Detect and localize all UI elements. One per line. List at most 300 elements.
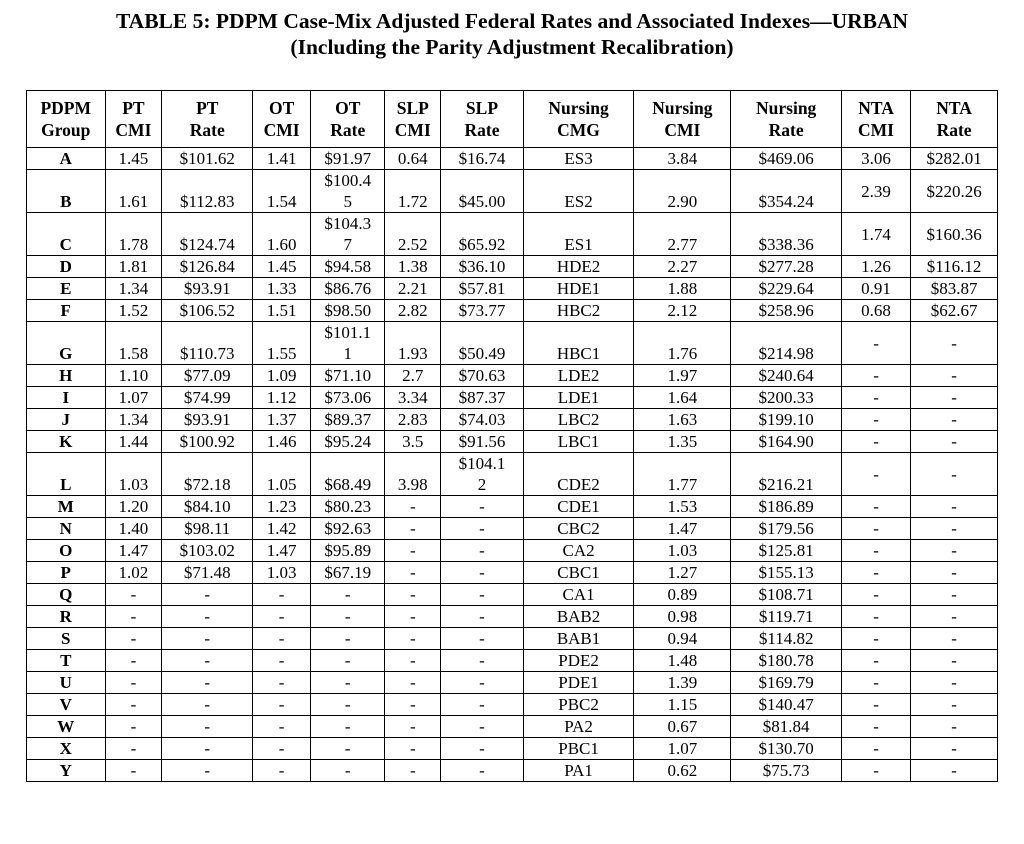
cell-pt-rate: $74.99 bbox=[162, 387, 253, 409]
header-line: NTA bbox=[936, 98, 972, 118]
cell-ot-cmi: 1.09 bbox=[253, 365, 311, 387]
cell-slp-rate bbox=[441, 387, 524, 409]
cell-pt-rate: $112.83 bbox=[162, 170, 253, 213]
cell-nta-cmi: 3.06 bbox=[841, 148, 910, 170]
cell-pt-cmi: - bbox=[105, 606, 162, 628]
cell-nursing-rate: $186.89 bbox=[731, 496, 842, 518]
header-pdpm-group bbox=[27, 91, 106, 148]
cell-pt-cmi: - bbox=[105, 716, 162, 738]
header-slp-rate bbox=[441, 91, 524, 148]
header-line: Rate bbox=[768, 120, 804, 140]
cell-group: P bbox=[27, 562, 106, 584]
cell-line: $73.06 bbox=[324, 388, 372, 407]
cell-line: - bbox=[479, 629, 485, 648]
cell-line: - bbox=[479, 497, 485, 516]
cell-ot-cmi: - bbox=[253, 650, 311, 672]
table-title bbox=[0, 8, 1024, 60]
cell-nursing-rate: $277.28 bbox=[731, 256, 842, 278]
cell-nursing-cmg: CDE1 bbox=[523, 496, 634, 518]
cell-slp-cmi: 2.52 bbox=[385, 213, 441, 256]
cell-ot-cmi: 1.55 bbox=[253, 322, 311, 365]
cell-nursing-cmg: LBC1 bbox=[523, 431, 634, 453]
header-pt-cmi bbox=[105, 91, 162, 148]
cell-line: - bbox=[479, 541, 485, 560]
cell-line: - bbox=[344, 651, 351, 670]
cell-nursing-cmg: PBC2 bbox=[523, 694, 634, 716]
cell-nta-rate: - bbox=[911, 628, 998, 650]
cell-pt-cmi: - bbox=[105, 738, 162, 760]
cell-group: M bbox=[27, 496, 106, 518]
cell-slp-cmi: - bbox=[385, 716, 441, 738]
cell-ot-rate bbox=[311, 760, 385, 782]
cell-pt-cmi: - bbox=[105, 760, 162, 782]
table-row bbox=[27, 584, 998, 606]
cell-pt-rate: $72.18 bbox=[162, 453, 253, 496]
cell-group: S bbox=[27, 628, 106, 650]
cell-pt-cmi: 1.61 bbox=[105, 170, 162, 213]
cell-line: - bbox=[479, 673, 485, 692]
cell-nursing-cmg: BAB2 bbox=[523, 606, 634, 628]
cell-line: 1 bbox=[343, 344, 352, 363]
cell-pt-cmi: 1.07 bbox=[105, 387, 162, 409]
cell-line: $65.92 bbox=[458, 235, 506, 254]
cell-ot-cmi: 1.42 bbox=[253, 518, 311, 540]
cell-nursing-cmi: 1.76 bbox=[634, 322, 731, 365]
cell-slp-rate bbox=[441, 322, 524, 365]
cell-nursing-cmi: 1.15 bbox=[634, 694, 731, 716]
cell-pt-rate: $110.73 bbox=[162, 322, 253, 365]
header-nta-rate bbox=[911, 91, 998, 148]
cell-pt-cmi: 1.47 bbox=[105, 540, 162, 562]
header-line: Group bbox=[41, 120, 91, 140]
cell-ot-rate bbox=[311, 716, 385, 738]
cell-group: V bbox=[27, 694, 106, 716]
cell-nursing-rate: $155.13 bbox=[731, 562, 842, 584]
cell-ot-rate bbox=[311, 540, 385, 562]
cell-line: - bbox=[344, 739, 351, 758]
table-row bbox=[27, 562, 998, 584]
cell-nursing-cmi: 3.84 bbox=[634, 148, 731, 170]
cell-line: $104.1 bbox=[458, 454, 506, 473]
cell-nursing-cmi: 2.77 bbox=[634, 213, 731, 256]
cell-nursing-rate: $214.98 bbox=[731, 322, 842, 365]
cell-nursing-cmi: 1.03 bbox=[634, 540, 731, 562]
cell-pt-rate: - bbox=[162, 716, 253, 738]
cell-nursing-cmi: 1.47 bbox=[634, 518, 731, 540]
cell-line: 2 bbox=[477, 475, 487, 494]
header-ot-cmi bbox=[253, 91, 311, 148]
cell-nursing-cmi: 0.98 bbox=[634, 606, 731, 628]
cell-pt-cmi: 1.78 bbox=[105, 213, 162, 256]
cell-nta-rate: - bbox=[911, 453, 998, 496]
cell-line: - bbox=[344, 607, 351, 626]
cell-nursing-rate: $180.78 bbox=[731, 650, 842, 672]
cell-nursing-rate: $200.33 bbox=[731, 387, 842, 409]
cell-ot-rate bbox=[311, 213, 385, 256]
cell-line: $57.81 bbox=[458, 279, 506, 298]
cell-nursing-cmg: HDE1 bbox=[523, 278, 634, 300]
cell-nursing-rate: $130.70 bbox=[731, 738, 842, 760]
cell-line: $92.63 bbox=[324, 519, 372, 538]
title-line-1: TABLE 5: PDPM Case-Mix Adjusted Federal Rates and Associated Indexes—URBAN bbox=[115, 9, 909, 33]
cell-nursing-cmg: CBC1 bbox=[523, 562, 634, 584]
cell-line: $45.00 bbox=[458, 192, 506, 211]
cell-ot-rate bbox=[311, 148, 385, 170]
cell-ot-cmi: 1.05 bbox=[253, 453, 311, 496]
cell-pt-cmi: 1.03 bbox=[105, 453, 162, 496]
cell-nursing-cmg: LDE2 bbox=[523, 365, 634, 387]
cell-group: Y bbox=[27, 760, 106, 782]
cell-nta-rate: - bbox=[911, 365, 998, 387]
cell-line: $68.49 bbox=[324, 475, 372, 494]
cell-pt-rate: $103.02 bbox=[162, 540, 253, 562]
cell-nursing-rate: $114.82 bbox=[731, 628, 842, 650]
cell-pt-cmi: 1.52 bbox=[105, 300, 162, 322]
cell-slp-cmi: - bbox=[385, 562, 441, 584]
cell-ot-rate bbox=[311, 409, 385, 431]
cell-nta-cmi: - bbox=[841, 540, 910, 562]
table-row bbox=[27, 431, 998, 453]
cell-nta-cmi: - bbox=[841, 694, 910, 716]
cell-pt-cmi: 1.44 bbox=[105, 431, 162, 453]
cell-line: $50.49 bbox=[458, 344, 506, 363]
cell-line: - bbox=[479, 739, 485, 758]
cell-group: J bbox=[27, 409, 106, 431]
cell-slp-rate bbox=[441, 431, 524, 453]
header-line: PT bbox=[196, 98, 219, 118]
cell-slp-rate bbox=[441, 628, 524, 650]
cell-line: $86.76 bbox=[324, 279, 372, 298]
cell-pt-cmi: 1.81 bbox=[105, 256, 162, 278]
cell-ot-rate bbox=[311, 496, 385, 518]
cell-ot-cmi: 1.37 bbox=[253, 409, 311, 431]
cell-line: $87.37 bbox=[458, 388, 506, 407]
cell-group: X bbox=[27, 738, 106, 760]
cell-slp-cmi: - bbox=[385, 628, 441, 650]
cell-nta-cmi: - bbox=[841, 716, 910, 738]
cell-slp-rate bbox=[441, 606, 524, 628]
cell-nta-cmi: - bbox=[841, 365, 910, 387]
cell-nursing-cmi: 2.12 bbox=[634, 300, 731, 322]
cell-nursing-cmg: HBC2 bbox=[523, 300, 634, 322]
table-row bbox=[27, 738, 998, 760]
cell-ot-cmi: 1.03 bbox=[253, 562, 311, 584]
cell-line: $95.89 bbox=[324, 541, 372, 560]
cell-line: $16.74 bbox=[458, 149, 506, 168]
cell-nta-cmi: - bbox=[841, 562, 910, 584]
cell-line: $94.58 bbox=[324, 257, 372, 276]
cell-nta-cmi: - bbox=[841, 453, 910, 496]
cell-ot-rate bbox=[311, 387, 385, 409]
cell-nursing-cmi: 1.48 bbox=[634, 650, 731, 672]
cell-nta-cmi: - bbox=[841, 650, 910, 672]
cell-nursing-cmi: 1.35 bbox=[634, 431, 731, 453]
cell-nursing-cmi: 1.27 bbox=[634, 562, 731, 584]
cell-group: L bbox=[27, 453, 106, 496]
cell-nursing-cmi: 1.63 bbox=[634, 409, 731, 431]
table-row bbox=[27, 278, 998, 300]
cell-slp-cmi: 1.72 bbox=[385, 170, 441, 213]
cell-slp-cmi: - bbox=[385, 760, 441, 782]
cell-nursing-cmg: HDE2 bbox=[523, 256, 634, 278]
table-row bbox=[27, 496, 998, 518]
cell-slp-cmi: 1.93 bbox=[385, 322, 441, 365]
table-row bbox=[27, 716, 998, 738]
header-line: SLP bbox=[465, 98, 499, 118]
cell-nursing-rate: $338.36 bbox=[731, 213, 842, 256]
cell-ot-cmi: 1.51 bbox=[253, 300, 311, 322]
cell-nursing-rate: $140.47 bbox=[731, 694, 842, 716]
cell-pt-cmi: - bbox=[105, 672, 162, 694]
cell-line: $100.4 bbox=[324, 171, 372, 190]
cell-line: $95.24 bbox=[324, 432, 372, 451]
cell-pt-rate: $84.10 bbox=[162, 496, 253, 518]
cell-pt-rate: - bbox=[162, 650, 253, 672]
cell-nta-rate: - bbox=[911, 322, 998, 365]
cell-nursing-cmi: 1.53 bbox=[634, 496, 731, 518]
cell-ot-rate bbox=[311, 453, 385, 496]
cell-nta-cmi: - bbox=[841, 387, 910, 409]
rates-table bbox=[26, 90, 998, 782]
cell-ot-cmi: - bbox=[253, 738, 311, 760]
cell-pt-cmi: 1.10 bbox=[105, 365, 162, 387]
cell-ot-rate bbox=[311, 562, 385, 584]
cell-ot-cmi: - bbox=[253, 584, 311, 606]
cell-ot-rate bbox=[311, 584, 385, 606]
cell-line: $36.10 bbox=[458, 257, 506, 276]
cell-pt-cmi: 1.34 bbox=[105, 409, 162, 431]
cell-nursing-cmi: 0.89 bbox=[634, 584, 731, 606]
cell-ot-rate bbox=[311, 300, 385, 322]
cell-nta-cmi: - bbox=[841, 431, 910, 453]
cell-slp-cmi: 3.5 bbox=[385, 431, 441, 453]
cell-nta-cmi: 0.91 bbox=[841, 278, 910, 300]
cell-nursing-cmi: 1.77 bbox=[634, 453, 731, 496]
cell-line: - bbox=[344, 629, 351, 648]
cell-group: C bbox=[27, 213, 106, 256]
header-line: CMI bbox=[858, 120, 894, 140]
cell-nursing-cmi: 1.97 bbox=[634, 365, 731, 387]
cell-pt-rate: - bbox=[162, 672, 253, 694]
cell-nta-rate: - bbox=[911, 562, 998, 584]
table-row bbox=[27, 606, 998, 628]
header-line: Rate bbox=[189, 120, 225, 140]
cell-group: E bbox=[27, 278, 106, 300]
cell-nursing-cmg: BAB1 bbox=[523, 628, 634, 650]
cell-nursing-cmi: 0.62 bbox=[634, 760, 731, 782]
cell-slp-rate bbox=[441, 213, 524, 256]
cell-group: Q bbox=[27, 584, 106, 606]
cell-line: $73.77 bbox=[458, 301, 506, 320]
cell-line: $89.37 bbox=[324, 410, 372, 429]
header-line: Nursing bbox=[756, 98, 817, 118]
cell-nta-rate: $116.12 bbox=[911, 256, 998, 278]
table-row bbox=[27, 518, 998, 540]
table-row bbox=[27, 170, 998, 213]
cell-slp-rate bbox=[441, 584, 524, 606]
cell-pt-rate: - bbox=[162, 738, 253, 760]
table-row bbox=[27, 628, 998, 650]
cell-nta-rate: $83.87 bbox=[911, 278, 998, 300]
cell-ot-cmi: - bbox=[253, 672, 311, 694]
cell-slp-cmi: - bbox=[385, 738, 441, 760]
cell-group: U bbox=[27, 672, 106, 694]
cell-group: N bbox=[27, 518, 106, 540]
cell-slp-cmi: 3.98 bbox=[385, 453, 441, 496]
cell-line: $98.50 bbox=[324, 301, 372, 320]
header-pt-rate bbox=[162, 91, 253, 148]
cell-group: O bbox=[27, 540, 106, 562]
cell-nursing-cmg: PBC1 bbox=[523, 738, 634, 760]
cell-line: - bbox=[479, 761, 485, 780]
cell-slp-rate bbox=[441, 738, 524, 760]
cell-slp-cmi: - bbox=[385, 540, 441, 562]
cell-ot-rate bbox=[311, 365, 385, 387]
cell-ot-rate bbox=[311, 694, 385, 716]
cell-pt-rate: $77.09 bbox=[162, 365, 253, 387]
cell-slp-rate bbox=[441, 148, 524, 170]
cell-pt-rate: - bbox=[162, 760, 253, 782]
cell-nta-rate: $282.01 bbox=[911, 148, 998, 170]
cell-nta-cmi: 2.39 bbox=[841, 170, 910, 213]
header-line: OT bbox=[268, 98, 295, 118]
cell-nta-rate: - bbox=[911, 606, 998, 628]
header-line: Nursing bbox=[652, 98, 713, 118]
cell-line: 5 bbox=[343, 192, 352, 211]
cell-nta-rate: $160.36 bbox=[911, 213, 998, 256]
cell-ot-rate bbox=[311, 628, 385, 650]
cell-nursing-cmg: PDE1 bbox=[523, 672, 634, 694]
header-nta-cmi bbox=[841, 91, 910, 148]
table-row bbox=[27, 387, 998, 409]
cell-nursing-rate: $258.96 bbox=[731, 300, 842, 322]
cell-ot-cmi: 1.60 bbox=[253, 213, 311, 256]
cell-nta-rate: $62.67 bbox=[911, 300, 998, 322]
cell-nta-cmi: - bbox=[841, 738, 910, 760]
cell-nursing-cmg: PDE2 bbox=[523, 650, 634, 672]
cell-slp-cmi: - bbox=[385, 606, 441, 628]
cell-line: $70.63 bbox=[458, 366, 506, 385]
cell-ot-rate bbox=[311, 650, 385, 672]
cell-nursing-rate: $199.10 bbox=[731, 409, 842, 431]
header-line: Rate bbox=[464, 120, 500, 140]
cell-nursing-cmi: 1.88 bbox=[634, 278, 731, 300]
cell-pt-cmi: 1.40 bbox=[105, 518, 162, 540]
cell-pt-rate: $124.74 bbox=[162, 213, 253, 256]
cell-nta-cmi: - bbox=[841, 760, 910, 782]
cell-pt-rate: $71.48 bbox=[162, 562, 253, 584]
cell-group: W bbox=[27, 716, 106, 738]
cell-pt-rate: - bbox=[162, 606, 253, 628]
cell-nursing-cmg: HBC1 bbox=[523, 322, 634, 365]
cell-nta-rate: $220.26 bbox=[911, 170, 998, 213]
cell-pt-rate: - bbox=[162, 694, 253, 716]
cell-line: - bbox=[344, 673, 351, 692]
cell-ot-rate bbox=[311, 738, 385, 760]
cell-slp-rate bbox=[441, 365, 524, 387]
cell-nursing-rate: $108.71 bbox=[731, 584, 842, 606]
cell-line: $74.03 bbox=[458, 410, 506, 429]
cell-slp-rate bbox=[441, 170, 524, 213]
cell-nta-cmi: - bbox=[841, 584, 910, 606]
cell-line: $91.97 bbox=[324, 149, 372, 168]
header-line: PT bbox=[122, 98, 145, 118]
header-nursing-cmi bbox=[634, 91, 731, 148]
cell-line: - bbox=[479, 563, 485, 582]
table-row bbox=[27, 365, 998, 387]
table-row bbox=[27, 672, 998, 694]
cell-nta-cmi: - bbox=[841, 409, 910, 431]
cell-slp-rate bbox=[441, 650, 524, 672]
cell-group: I bbox=[27, 387, 106, 409]
cell-pt-cmi: - bbox=[105, 650, 162, 672]
cell-group: H bbox=[27, 365, 106, 387]
cell-ot-cmi: 1.46 bbox=[253, 431, 311, 453]
cell-line: - bbox=[479, 519, 485, 538]
cell-nta-cmi: - bbox=[841, 606, 910, 628]
cell-nursing-cmi: 0.67 bbox=[634, 716, 731, 738]
cell-line: $91.56 bbox=[458, 432, 506, 451]
cell-nta-rate: - bbox=[911, 409, 998, 431]
header-nursing-rate bbox=[731, 91, 842, 148]
cell-pt-cmi: - bbox=[105, 584, 162, 606]
header-line: NTA bbox=[858, 98, 894, 118]
cell-ot-cmi: 1.33 bbox=[253, 278, 311, 300]
cell-nta-rate: - bbox=[911, 431, 998, 453]
cell-nta-rate: - bbox=[911, 672, 998, 694]
cell-line: - bbox=[479, 607, 485, 626]
cell-nursing-cmi: 1.39 bbox=[634, 672, 731, 694]
cell-pt-rate: $101.62 bbox=[162, 148, 253, 170]
cell-slp-rate bbox=[441, 716, 524, 738]
cell-slp-cmi: 2.82 bbox=[385, 300, 441, 322]
cell-ot-rate bbox=[311, 431, 385, 453]
cell-nursing-cmg: CBC2 bbox=[523, 518, 634, 540]
cell-nta-cmi: - bbox=[841, 628, 910, 650]
cell-slp-cmi: - bbox=[385, 518, 441, 540]
cell-line: - bbox=[479, 651, 485, 670]
cell-pt-cmi: 1.58 bbox=[105, 322, 162, 365]
cell-nta-rate: - bbox=[911, 650, 998, 672]
cell-pt-rate: $98.11 bbox=[162, 518, 253, 540]
cell-ot-cmi: - bbox=[253, 606, 311, 628]
table-row bbox=[27, 694, 998, 716]
cell-pt-rate: - bbox=[162, 584, 253, 606]
cell-slp-rate bbox=[441, 496, 524, 518]
cell-nursing-rate: $81.84 bbox=[731, 716, 842, 738]
cell-line: - bbox=[344, 695, 351, 714]
cell-group: T bbox=[27, 650, 106, 672]
table-row bbox=[27, 148, 998, 170]
header-line: OT bbox=[335, 98, 361, 118]
cell-pt-cmi: 1.02 bbox=[105, 562, 162, 584]
cell-nursing-cmg: CA2 bbox=[523, 540, 634, 562]
cell-pt-rate: $100.92 bbox=[162, 431, 253, 453]
cell-nta-cmi: - bbox=[841, 322, 910, 365]
cell-nursing-rate: $216.21 bbox=[731, 453, 842, 496]
cell-nursing-rate: $169.79 bbox=[731, 672, 842, 694]
cell-ot-cmi: 1.54 bbox=[253, 170, 311, 213]
cell-nursing-cmg: ES1 bbox=[523, 213, 634, 256]
cell-nta-rate: - bbox=[911, 760, 998, 782]
cell-nursing-rate: $125.81 bbox=[731, 540, 842, 562]
table-row bbox=[27, 650, 998, 672]
cell-ot-cmi: 1.47 bbox=[253, 540, 311, 562]
cell-nursing-cmg: CA1 bbox=[523, 584, 634, 606]
cell-nta-rate: - bbox=[911, 584, 998, 606]
cell-slp-cmi: 3.34 bbox=[385, 387, 441, 409]
cell-line: - bbox=[344, 585, 351, 604]
